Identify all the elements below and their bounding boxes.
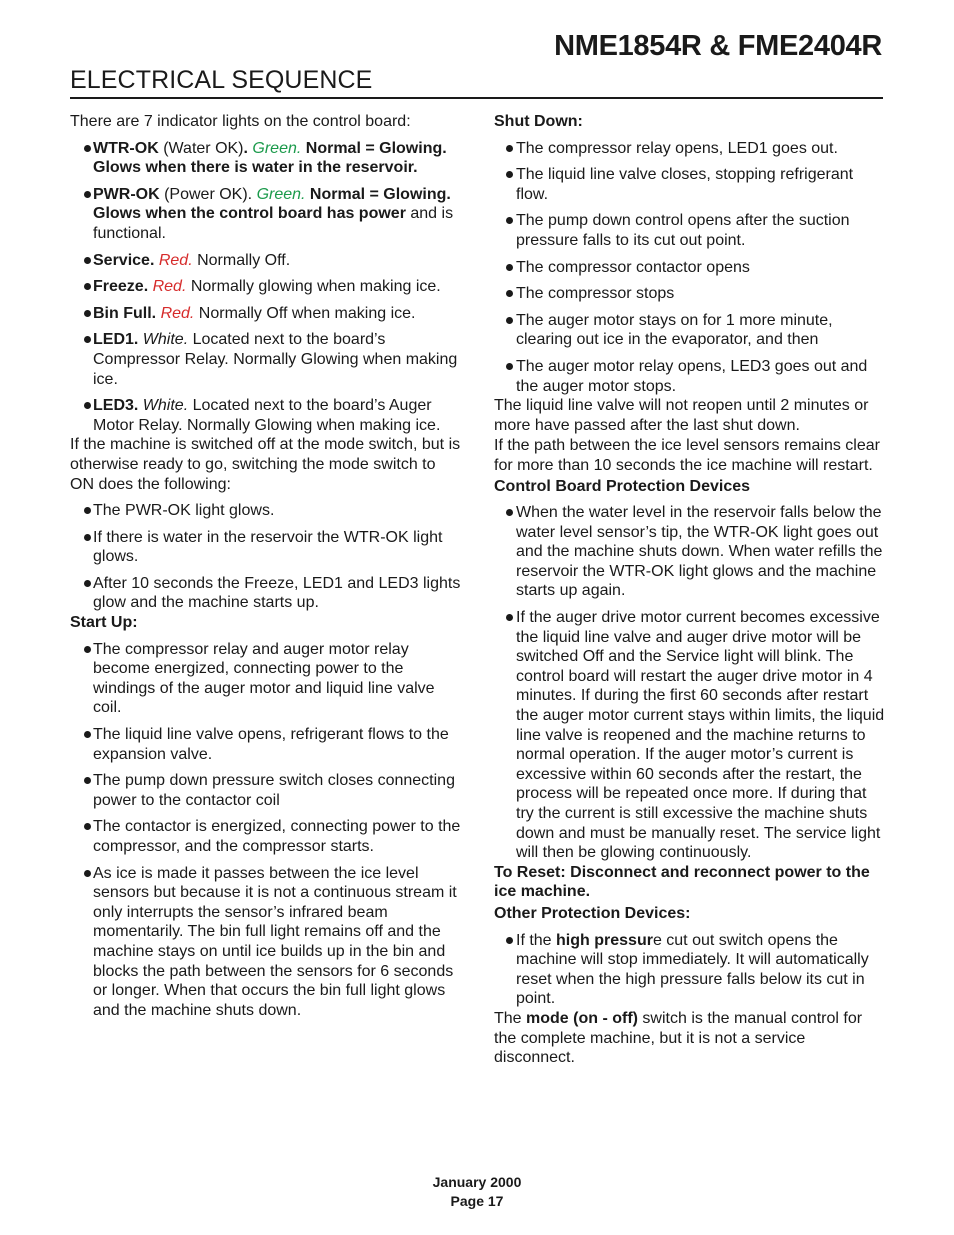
list-item: The pump down pressure switch closes connecting power to the contactor coil <box>70 771 462 810</box>
bullet-icon <box>84 731 91 738</box>
bullet-icon <box>84 145 91 152</box>
mode-switch-note: The mode (on - off) switch is the manual control for the complete machine, but it is not a service disconnect. <box>494 1009 863 1067</box>
list-item: When the water level in the reservoir falls below the water level sensor’s tip, the WTR-OK light goes out and the machine shuts down. When water refills the reservoir the WTR-OK light glows and the machine starts up again. <box>494 503 888 601</box>
page-number: Page 17 <box>450 1193 504 1209</box>
bullet-icon <box>84 646 91 653</box>
footer-date: January 2000 <box>432 1174 522 1190</box>
bullet-icon <box>506 171 513 178</box>
list-item: As ice is made it passes between the ice level sensors but because it is not a continuous stream it only interrupts the sensor’s infrared beam momentarily. The bin full light remains off and the machine stays on until ice builds up in the bin and blocks the path between the sensors for 6 seconds or longer. When that occurs the bin full light glows and the machine shuts down. <box>70 864 462 1021</box>
bullet-icon <box>506 317 513 324</box>
reset-heading: To Reset: Disconnect and reconnect power to the ice machine. <box>494 863 870 901</box>
light-item-led3: LED3. White. Located next to the board’s Auger Motor Relay. Normally Glowing when making ice. <box>70 396 462 435</box>
page-footer <box>0 1173 954 1211</box>
bullet-icon <box>84 534 91 541</box>
list-item: The compressor relay opens, LED1 goes out. <box>494 139 888 159</box>
bullet-icon <box>506 217 513 224</box>
list-item: The auger motor stays on for 1 more minute, clearing out ice in the evaporator, and then <box>494 311 888 350</box>
restart-note: If the path between the ice level sensors remains clear for more than 10 seconds the ice machine will restart. <box>494 437 880 474</box>
list-item: The liquid line valve closes, stopping refrigerant flow. <box>494 165 888 204</box>
bullet-icon <box>506 509 513 516</box>
bullet-icon <box>84 283 91 290</box>
switch-intro: If the machine is switched off at the mode switch, but is otherwise ready to go, switching the mode switch to ON does the following: <box>70 436 461 493</box>
bullet-icon <box>84 823 91 830</box>
bullet-icon <box>506 264 513 271</box>
header-rule <box>70 97 883 99</box>
light-item-wtr-ok: WTR-OK (Water OK). Green. Normal = Glowing. Glows when there is water in the reservoir. <box>70 139 462 178</box>
other-protection-heading: Other Protection Devices: <box>494 904 691 922</box>
light-item-freeze: Freeze. Red. Normally glowing when making ice. <box>70 277 462 297</box>
model-title: NME1854R & FME2404R <box>554 30 882 62</box>
light-item-pwr-ok: PWR-OK (Power OK). Green. Normal = Glowing. Glows when the control board has power and is functional. <box>70 185 462 244</box>
bullet-icon <box>506 614 513 621</box>
list-item: The pump down control opens after the suction pressure falls to its cut out point. <box>494 211 888 250</box>
light-item-bin-full: Bin Full. Red. Normally Off when making ice. <box>70 304 462 324</box>
bullet-icon <box>506 145 513 152</box>
light-item-service: Service. Red. Normally Off. <box>70 251 462 271</box>
left-column <box>70 112 462 1020</box>
bullet-icon <box>84 777 91 784</box>
startup-heading: Start Up: <box>70 614 138 632</box>
reopen-note: The liquid line valve will not reopen until 2 minutes or more have passed after the last shut down. <box>494 397 869 434</box>
bullet-icon <box>506 290 513 297</box>
bullet-icon <box>506 937 513 944</box>
light-item-led1: LED1. White. Located next to the board’s Compressor Relay. Normally Glowing when making ice. <box>70 330 462 389</box>
list-item: The compressor contactor opens <box>494 258 888 278</box>
bullet-icon <box>84 257 91 264</box>
shutdown-heading: Shut Down: <box>494 113 583 130</box>
bullet-icon <box>84 507 91 514</box>
list-item: The contactor is energized, connecting power to the compressor, and the compressor starts. <box>70 817 462 856</box>
list-item: The compressor relay and auger motor relay become energized, connecting power to the windings of the auger motor and liquid line valve coil. <box>70 640 462 718</box>
list-item: If the auger drive motor current becomes excessive the liquid line valve and auger drive motor will be switched Off and the Service light will blink. The control board will restart the auger drive motor in 4 minutes. If during the first 60 seconds after restart the auger motor current stays within limits, the liquid line valve is reopened and the machine returns to normal operation. If the auger motor’s current is excessive within 60 seconds after the restart, the process will be repeated once more. If during that try the current is still excessive the machine shuts down and must be manually reset. The service light will then be glowing continuously. <box>494 608 888 863</box>
bullet-icon <box>84 402 91 409</box>
list-item: The PWR-OK light glows. <box>70 501 462 521</box>
bullet-icon <box>84 870 91 877</box>
list-item: If there is water in the reservoir the WTR-OK light glows. <box>70 528 462 567</box>
list-item: The auger motor relay opens, LED3 goes out and the auger motor stops. <box>494 357 888 396</box>
list-item: The liquid line valve opens, refrigerant flows to the expansion valve. <box>70 725 462 764</box>
section-title: ELECTRICAL SEQUENCE <box>70 66 373 94</box>
list-item-high-pressure: If the high pressure cut out switch opens the machine will stop immediately. It will automatically reset when the high pressure falls below its cut in point. <box>494 931 888 1009</box>
lights-intro: There are 7 indicator lights on the control board: <box>70 113 411 130</box>
right-column <box>494 112 888 1068</box>
bullet-icon <box>84 191 91 198</box>
bullet-icon <box>84 580 91 587</box>
bullet-icon <box>84 336 91 343</box>
protection-heading: Control Board Protection Devices <box>494 477 751 495</box>
list-item: After 10 seconds the Freeze, LED1 and LED3 lights glow and the machine starts up. <box>70 574 462 613</box>
bullet-icon <box>84 310 91 317</box>
bullet-icon <box>506 363 513 370</box>
list-item: The compressor stops <box>494 284 888 304</box>
